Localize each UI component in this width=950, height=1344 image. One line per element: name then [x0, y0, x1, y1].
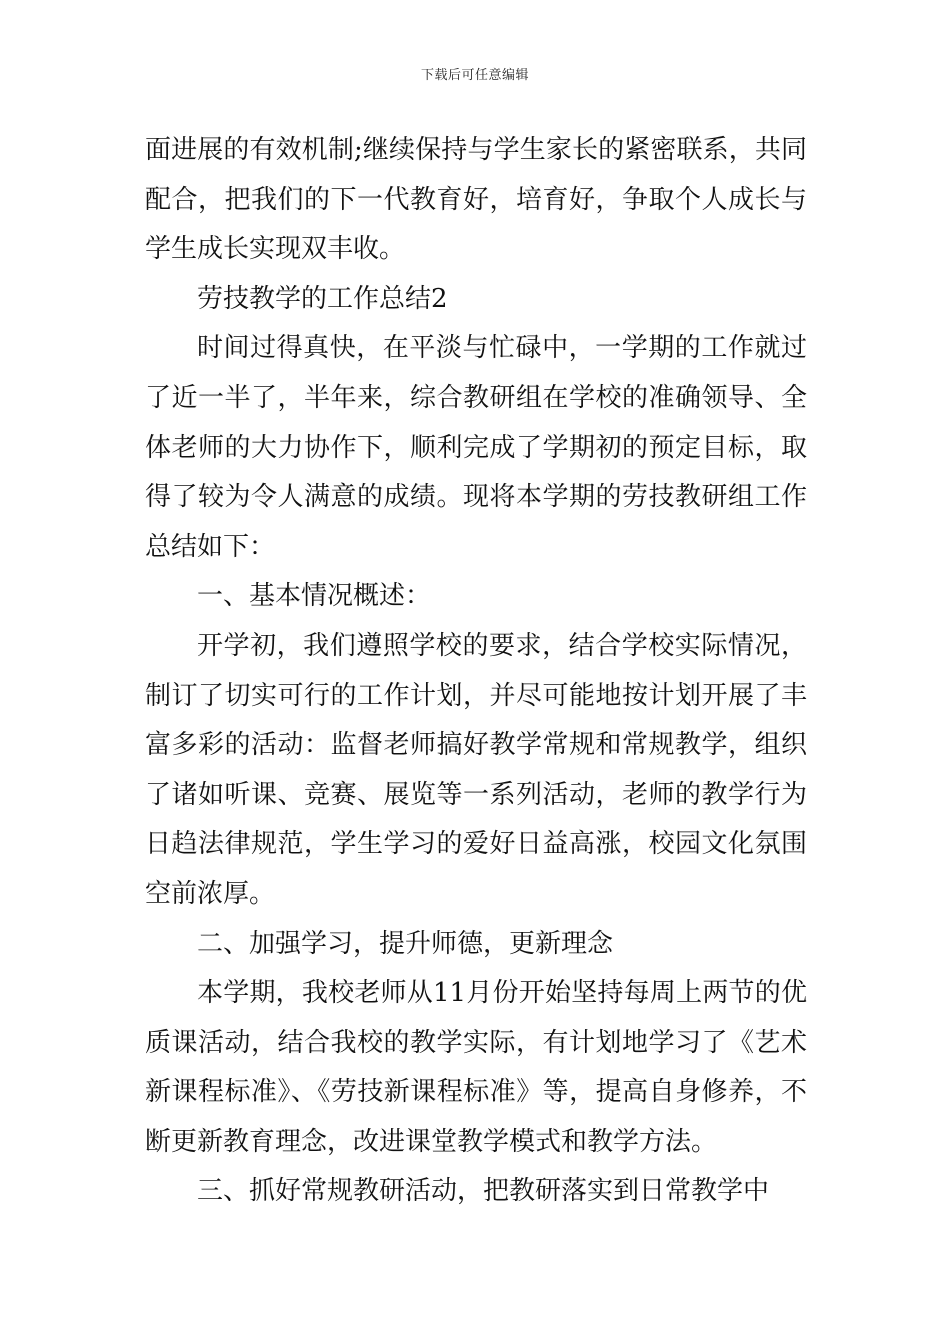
heading-routine-research: 三、抓好常规教研活动，把教研落实到日常教学中: [197, 1176, 770, 1207]
page-header: 下载后可任意编辑: [420, 68, 529, 83]
paragraph-overview: 开学初，我们遵照学校的要求，结合学校实际情况，制订了切实可行的工作计划，并尽可能地按计划开展了丰富多彩的活动：监督老师搞好教学常规和常规教学，组织了诸如听课、竞赛、展览等一系列活动，老师的教学行为日趋法律规范，学生学习的爱好日益高涨，校园文化氛围空前浓厚。: [145, 630, 807, 909]
paragraph-continuation: 面进展的有效机制;继续保持与学生家长的紧密联系，共同配合，把我们的下一代教育好，培育好，争取个人成长与学生成长实现双丰收。: [145, 135, 807, 265]
document-body: [145, 126, 807, 1217]
heading-strengthen-learning: 二、加强学习，提升师德，更新理念: [197, 928, 614, 959]
paragraph-learning: 本学期，我校老师从11月份开始坚持每周上两节的优质课活动，结合我校的教学实际，有计划地学习了《艺术新课程标准》、《劳技新课程标准》等，提高自身修养，不断更新教育理念，改进课堂教学模式和教学方法。: [145, 978, 807, 1157]
heading-basic-overview: 一、基本情况概述：: [197, 581, 432, 612]
section-title: 劳技教学的工作总结2: [197, 283, 448, 314]
paragraph-intro: 时间过得真快，在平淡与忙碌中，一学期的工作就过了近一半了，半年来，综合教研组在学校的准确领导、全体老师的大力协作下，顺利完成了学期初的预定目标，取得了较为令人满意的成绩。现将本学期的劳技教研组工作总结如下：: [145, 333, 807, 562]
